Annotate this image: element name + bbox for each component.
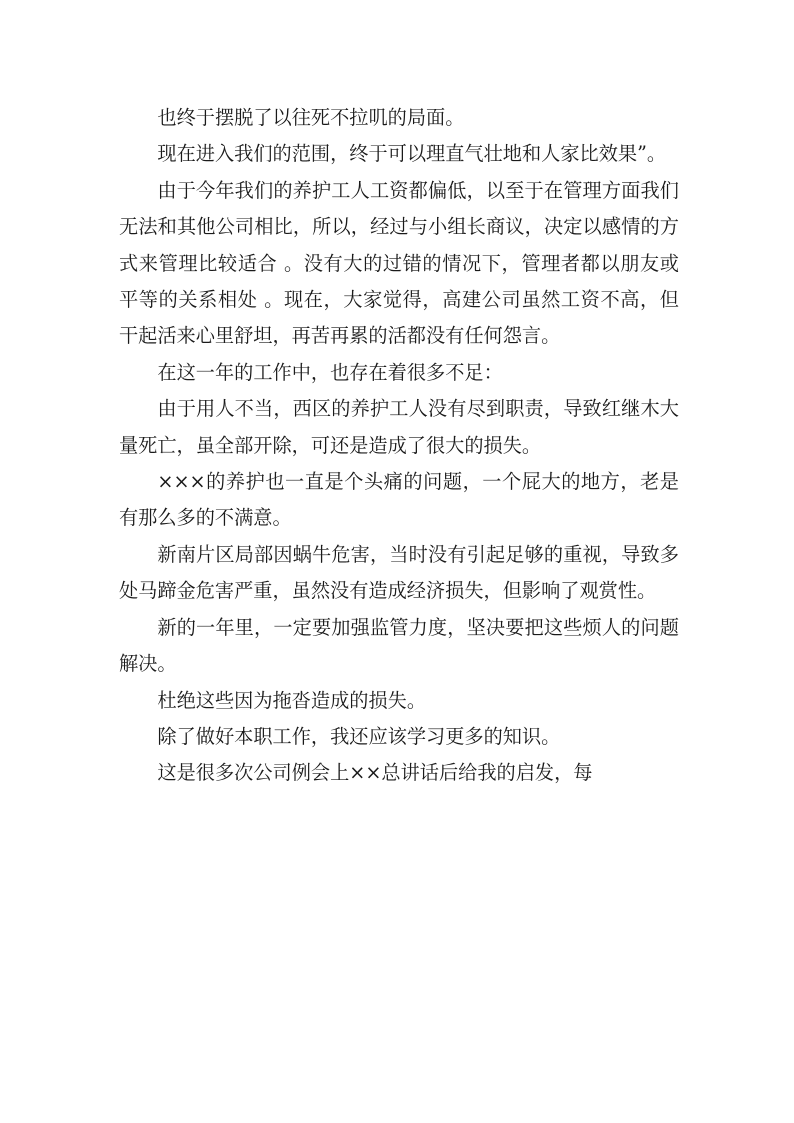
paragraph: ×××的养护也一直是个头痛的问题，一个屁大的地方，老是有那么多的不满意。	[119, 470, 679, 530]
paragraph: 由于用人不当，西区的养护工人没有尽到职责，导致红继木大量死亡，虽全部开除，可还是造成了很大的损失。	[119, 397, 679, 457]
paragraph: 由于今年我们的养护工人工资都偏低，以至于在管理方面我们无法和其他公司相比，所以，经过与小组长商议，决定以感情的方式来管理比较适合 。没有大的过错的情况下，管理者都以朋友或平等的关系相处 。现在，大家觉得，高建公司虽然工资不高，但干起活来心里舒坦，再苦再累的活都没有任何怨言。	[119, 178, 679, 348]
paragraph: 除了做好本职工作，我还应该学习更多的知识。	[157, 724, 561, 748]
paragraph: 新的一年里，一定要加强监管力度，坚决要把这些烦人的问题解决。	[119, 615, 679, 676]
paragraph: 新南片区局部因蜗牛危害，当时没有引起足够的重视，导致多处马蹄金危害严重，虽然没有造成经济损失，但影响了观赏性。	[119, 542, 679, 603]
paragraph: 杜绝这些因为拖沓造成的损失。	[157, 688, 427, 712]
document-body	[119, 100, 679, 792]
paragraph: 现在进入我们的范围，终于可以理直气壮地和人家比效果”。	[157, 142, 667, 166]
paragraph: 在这一年的工作中，也存在着很多不足：	[157, 360, 503, 384]
paragraph: 这是很多次公司例会上××总讲话后给我的启发，每	[157, 761, 593, 785]
paragraph: 也终于摆脱了以往死不拉叽的局面。	[157, 106, 465, 129]
